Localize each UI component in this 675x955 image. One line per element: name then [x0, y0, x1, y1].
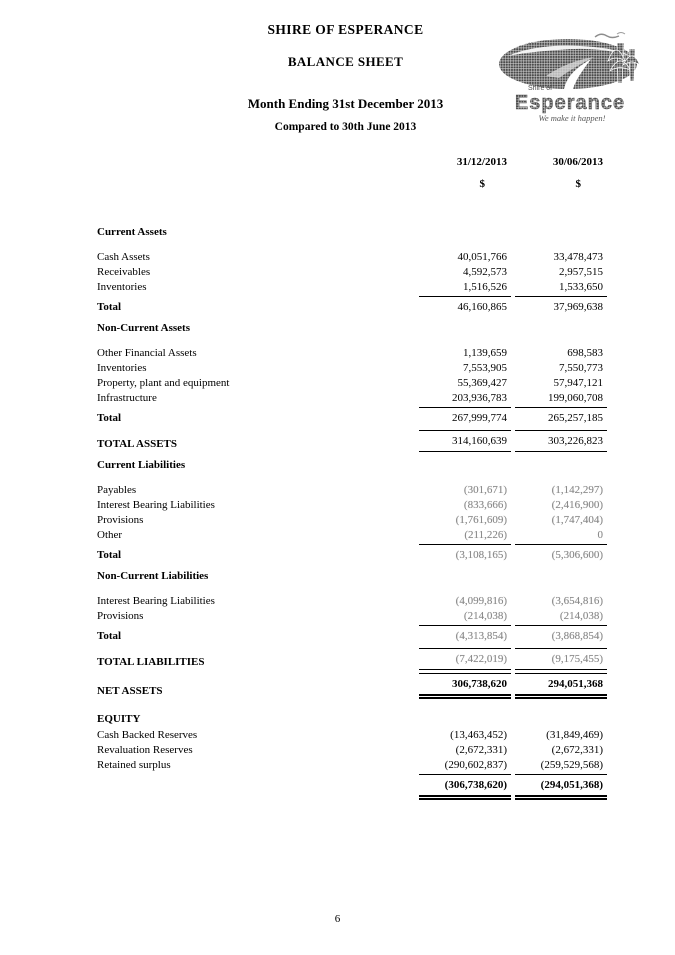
- row-label: Cash Assets: [97, 251, 150, 263]
- value-col2: [515, 472, 607, 473]
- value-col1: (3,108,165): [419, 544, 511, 563]
- value-col2: (9,175,455): [515, 648, 607, 670]
- row-label: Non-Current Assets: [97, 322, 190, 334]
- table-row: [97, 498, 607, 513]
- value-col1: (4,099,816): [455, 595, 507, 607]
- value-col1: 4,592,573: [463, 266, 507, 278]
- col1-currency-symbol: $: [479, 178, 485, 190]
- value-col2: [515, 726, 607, 727]
- value-col1: [419, 583, 511, 584]
- table-row: [97, 407, 607, 426]
- table-row: [97, 225, 607, 240]
- table-row: [97, 569, 607, 584]
- value-col1: (4,313,854): [419, 625, 511, 644]
- row-label: Other Financial Assets: [97, 347, 197, 359]
- table-row: [97, 265, 607, 280]
- col1-date-header: 31/12/2013: [456, 156, 507, 168]
- table-row: [97, 376, 607, 391]
- table-row: [97, 544, 607, 563]
- table-row: [97, 346, 607, 361]
- value-col1: 46,160,865: [419, 296, 511, 315]
- value-col2: 7,550,773: [559, 362, 603, 374]
- currency-header-spacer: [97, 191, 419, 192]
- row-label: Inventories: [97, 362, 147, 374]
- value-col2: (1,747,404): [551, 514, 603, 526]
- logo-org-name: Esperance: [514, 92, 626, 114]
- table-row: [97, 528, 607, 543]
- value-col1: 1,516,526: [463, 281, 507, 293]
- row-label: Other: [97, 529, 123, 541]
- table-row: [97, 758, 607, 773]
- value-col2: 2,957,515: [559, 266, 603, 278]
- value-col2: (214,038): [559, 610, 603, 622]
- table-row: [97, 673, 607, 699]
- value-col1: (7,422,019): [419, 648, 511, 670]
- value-col2: [515, 335, 607, 336]
- value-col1: (13,463,452): [450, 729, 507, 741]
- table-row: [97, 774, 607, 800]
- row-label: EQUITY: [97, 713, 141, 725]
- logo-tagline: We make it happen!: [538, 113, 606, 123]
- value-col1: [419, 239, 511, 240]
- comparison-line: Compared to 30th June 2013: [274, 121, 417, 133]
- value-col2: 37,969,638: [515, 296, 607, 315]
- table-row: [97, 458, 607, 473]
- row-label: Interest Bearing Liabilities: [97, 499, 215, 511]
- currency-header-row: [97, 177, 607, 192]
- value-col2: [515, 239, 607, 240]
- table-row: [97, 743, 607, 758]
- logo-org-prefix: Shire of: [528, 85, 553, 92]
- table-row: [97, 513, 607, 528]
- value-col1: 1,139,659: [463, 347, 507, 359]
- table-row: [97, 280, 607, 295]
- table-row: [97, 250, 607, 265]
- period-line: Month Ending 31st December 2013: [247, 96, 444, 111]
- col2-date-header: 30/06/2013: [552, 156, 603, 168]
- table-row: [97, 391, 607, 406]
- value-col2: 57,947,121: [553, 377, 603, 389]
- value-col2: 303,226,823: [515, 430, 607, 452]
- value-col1: (214,038): [463, 610, 507, 622]
- value-col1: 267,999,774: [419, 407, 511, 426]
- balance-sheet-table: [97, 155, 607, 800]
- value-col1: 306,738,620: [419, 673, 511, 699]
- table-row: [97, 483, 607, 498]
- value-col2: (2,416,900): [551, 499, 603, 511]
- row-label: Interest Bearing Liabilities: [97, 595, 215, 607]
- row-label: Receivables: [97, 266, 151, 278]
- table-row: [97, 361, 607, 376]
- row-label: Provisions: [97, 514, 144, 526]
- value-col2: 698,583: [567, 347, 603, 359]
- col2-currency-symbol: $: [575, 178, 581, 190]
- value-col2: (5,306,600): [515, 544, 607, 563]
- value-col1: (833,666): [463, 499, 507, 511]
- row-label: TOTAL LIABILITIES: [97, 656, 205, 668]
- value-col1: [419, 335, 511, 336]
- value-col2: (3,654,816): [551, 595, 603, 607]
- org-title: SHIRE OF ESPERANCE: [267, 22, 424, 37]
- row-label: Payables: [97, 484, 137, 496]
- value-col2: (1,142,297): [551, 484, 603, 496]
- value-col2: (259,529,568): [540, 759, 603, 771]
- row-label: Non-Current Liabilities: [97, 570, 209, 582]
- column-header-row: [97, 155, 607, 170]
- row-label: Total: [97, 301, 122, 313]
- row-label: Inventories: [97, 281, 147, 293]
- value-col1: 203,936,783: [452, 392, 507, 404]
- row-label: NET ASSETS: [97, 685, 163, 697]
- value-col1: 7,553,905: [463, 362, 507, 374]
- value-col2: (3,868,854): [515, 625, 607, 644]
- column-header-spacer: [97, 169, 419, 170]
- value-col2: 265,257,185: [515, 407, 607, 426]
- row-label: Cash Backed Reserves: [97, 729, 198, 741]
- value-col1: [419, 472, 511, 473]
- shire-logo: [498, 30, 650, 124]
- table-row: [97, 648, 607, 670]
- report-title: BALANCE SHEET: [287, 54, 404, 69]
- value-col2: 0: [597, 529, 603, 541]
- value-col1: (2,672,331): [455, 744, 507, 756]
- row-label: Retained surplus: [97, 759, 171, 771]
- value-col1: 55,369,427: [457, 377, 507, 389]
- value-col2: 33,478,473: [553, 251, 603, 263]
- value-col2: (31,849,469): [546, 729, 603, 741]
- table-rows: [97, 225, 607, 800]
- table-row: [97, 430, 607, 452]
- row-label: TOTAL ASSETS: [97, 438, 178, 450]
- row-label: [97, 799, 419, 800]
- value-col1: (301,671): [463, 484, 507, 496]
- value-col2: (294,051,368): [515, 774, 607, 800]
- row-label: Revaluation Reserves: [97, 744, 193, 756]
- value-col2: 1,533,650: [559, 281, 603, 293]
- row-label: Provisions: [97, 610, 144, 622]
- table-row: [97, 728, 607, 743]
- table-row: [97, 625, 607, 644]
- row-label: Total: [97, 412, 122, 424]
- value-col2: [515, 583, 607, 584]
- value-col1: 40,051,766: [457, 251, 507, 263]
- value-col1: (290,602,837): [444, 759, 507, 771]
- table-row: [97, 609, 607, 624]
- value-col1: (1,761,609): [455, 514, 507, 526]
- value-col1: [419, 726, 511, 727]
- row-label: Total: [97, 630, 122, 642]
- page-number: 6: [334, 913, 341, 925]
- value-col1: (211,226): [464, 529, 507, 541]
- row-label: Infrastructure: [97, 392, 157, 404]
- table-row: [97, 594, 607, 609]
- row-label: Current Assets: [97, 226, 167, 238]
- logo-bird-flourish: [595, 33, 625, 38]
- table-row: [97, 296, 607, 315]
- row-label: Current Liabilities: [97, 459, 186, 471]
- row-label: Property, plant and equipment: [97, 377, 230, 389]
- value-col1: 314,160,639: [419, 430, 511, 452]
- table-row: [97, 321, 607, 336]
- shire-logo-image: [498, 30, 650, 124]
- table-row: [97, 712, 607, 727]
- value-col2: (2,672,331): [551, 744, 603, 756]
- value-col2: 199,060,708: [548, 392, 603, 404]
- value-col2: 294,051,368: [515, 673, 607, 699]
- value-col1: (306,738,620): [419, 774, 511, 800]
- row-label: Total: [97, 549, 122, 561]
